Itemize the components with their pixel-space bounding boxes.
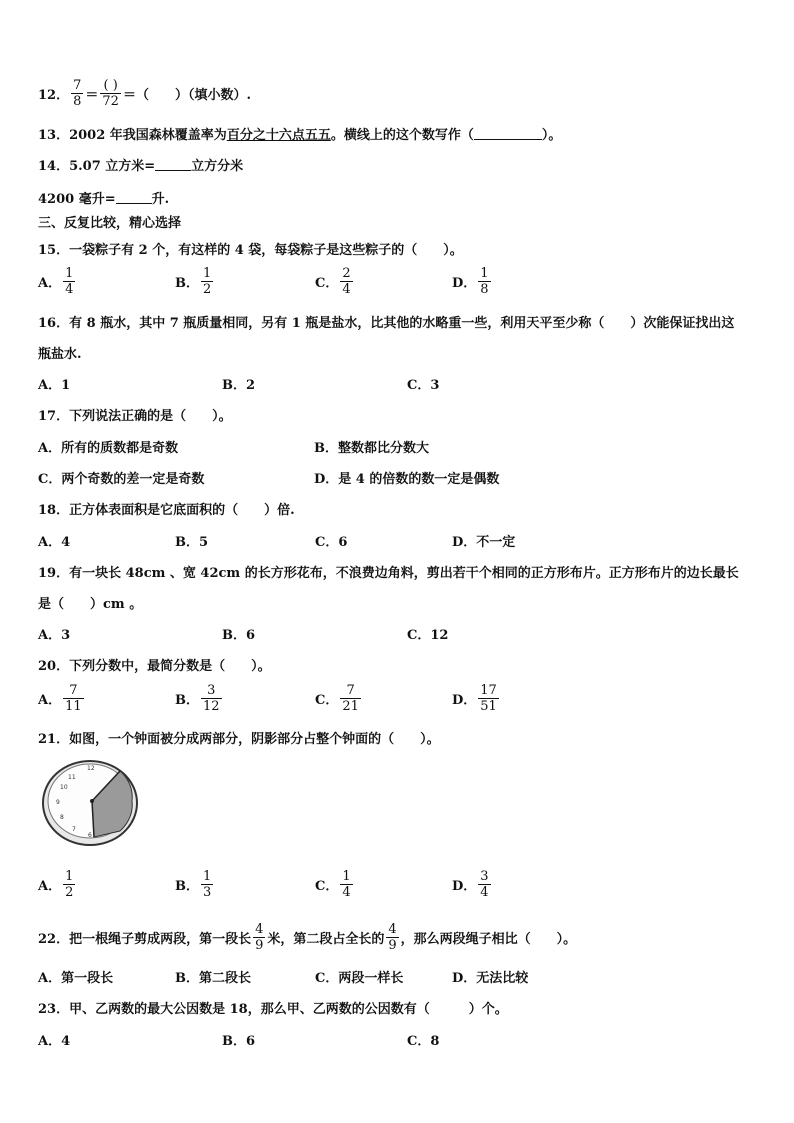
fraction: $\frac{4}{9}$ — [388, 922, 397, 953]
svg-text:9: 9 — [56, 799, 60, 806]
section-heading: 三、反复比较，精心选择 — [38, 216, 182, 231]
question-number: 12． — [38, 88, 70, 103]
question-21: 21．如图，一个钟面被分成两部分，阴影部分占整个钟面的（ ）。 — [38, 732, 440, 747]
option-d[interactable]: D． $\frac{1}{8}$ — [452, 266, 489, 297]
svg-text:11: 11 — [68, 774, 76, 781]
question-14: 14．5.07 立方米= 立方分米 — [38, 159, 244, 174]
option-a[interactable]: A．3 — [38, 628, 71, 643]
option-b[interactable]: B．2 — [222, 378, 256, 393]
svg-text:8: 8 — [60, 814, 64, 821]
question-12: 12． $\frac{7}{8}$ ＝ $\frac{( )}{72}$ ＝（ ）（填小数）. — [38, 78, 251, 109]
answer-blank[interactable] — [474, 127, 542, 140]
svg-text:6: 6 — [88, 832, 92, 839]
option-a[interactable]: A．1 — [38, 378, 71, 393]
option-b[interactable]: B． $\frac{3}{12}$ — [175, 683, 220, 714]
option-b[interactable]: B． $\frac{1}{3}$ — [175, 869, 212, 900]
option-c[interactable]: C．3 — [407, 378, 440, 393]
question-13: 13．2002 年我国森林覆盖率为 百分之十六点五五 。横线上的这个数写作（ ）。 — [38, 124, 561, 143]
option-c[interactable]: C． $\frac{1}{4}$ — [315, 869, 351, 900]
clock-face-icon — [40, 757, 140, 847]
question-19-line2: 是（ ）cm 。 — [38, 597, 143, 612]
option-a[interactable]: A． $\frac{1}{2}$ — [38, 869, 74, 900]
svg-text:12: 12 — [87, 765, 95, 772]
option-d[interactable]: D．无法比较 — [452, 971, 529, 986]
answer-blank[interactable] — [116, 191, 152, 204]
option-d[interactable]: D．是 4 的倍数的数一定是偶数 — [314, 472, 500, 487]
option-b[interactable]: B．5 — [175, 535, 209, 550]
option-d[interactable]: D． $\frac{3}{4}$ — [452, 869, 489, 900]
question-22: 22．把一根绳子剪成两段，第一段长 $\frac{4}{9}$ 米，第二段占全长的 $\frac{4}{9}$ ，那么两段绳子相比（ ）。 — [38, 922, 577, 953]
option-c[interactable]: C． $\frac{2}{4}$ — [315, 266, 351, 297]
underlined-text: 百分之十六点五五 — [226, 128, 331, 143]
option-b[interactable]: B．6 — [222, 628, 256, 643]
option-b[interactable]: B． $\frac{1}{2}$ — [175, 266, 212, 297]
question-15: 15．一袋粽子有 2 个，有这样的 4 袋，每袋粽子是这些粽子的（ ）。 — [38, 243, 463, 258]
question-20: 20．下列分数中，最简分数是（ ）。 — [38, 659, 271, 674]
option-b[interactable]: B．第二段长 — [175, 971, 251, 986]
question-23: 23．甲、乙两数的最大公因数是 18，那么甲、乙两数的公因数有（ ）个。 — [38, 1002, 508, 1017]
option-b[interactable]: B．6 — [222, 1034, 256, 1049]
option-a[interactable]: A．所有的质数都是奇数 — [38, 441, 179, 456]
svg-text:7: 7 — [72, 826, 76, 833]
question-16: 16．有 8 瓶水，其中 7 瓶质量相同，另有 1 瓶是盐水，比其他的水略重一些，利用天平至少称（ ）次能保证找出这 — [38, 316, 735, 331]
option-a[interactable]: A． $\frac{7}{11}$ — [38, 683, 82, 714]
option-c[interactable]: C． $\frac{7}{21}$ — [315, 683, 359, 714]
fraction: $\frac{( )}{72}$ — [102, 78, 119, 109]
svg-text:10: 10 — [60, 784, 68, 791]
question-14-part2: 4200 毫升= 升. — [38, 192, 170, 207]
option-c[interactable]: C．两段一样长 — [315, 971, 404, 986]
option-d[interactable]: D． $\frac{17}{51}$ — [452, 683, 497, 714]
option-c[interactable]: C．12 — [407, 628, 449, 643]
option-a[interactable]: A． $\frac{1}{4}$ — [38, 266, 74, 297]
option-a[interactable]: A．4 — [38, 535, 71, 550]
option-d[interactable]: D．不一定 — [452, 535, 516, 550]
option-c[interactable]: C．两个奇数的差一定是奇数 — [38, 472, 205, 487]
question-16-line2: 瓶盐水. — [38, 347, 82, 362]
question-19: 19．有一块长 48cm 、宽 42cm 的长方形花布，不浪费边角料，剪出若干个相同的正方形布片。正方形布片的边长最长 — [38, 566, 739, 581]
option-c[interactable]: C．6 — [315, 535, 348, 550]
option-b[interactable]: B．整数都比分数大 — [314, 441, 429, 456]
answer-blank[interactable] — [155, 158, 191, 171]
option-a[interactable]: A．第一段长 — [38, 971, 114, 986]
fraction: $\frac{4}{9}$ — [255, 922, 264, 953]
question-17: 17．下列说法正确的是（ ）。 — [38, 409, 232, 424]
fraction: $\frac{7}{8}$ — [73, 78, 82, 109]
option-c[interactable]: C．8 — [407, 1034, 440, 1049]
question-18: 18．正方体表面积是它底面积的（ ）倍. — [38, 503, 295, 518]
option-a[interactable]: A．4 — [38, 1034, 71, 1049]
